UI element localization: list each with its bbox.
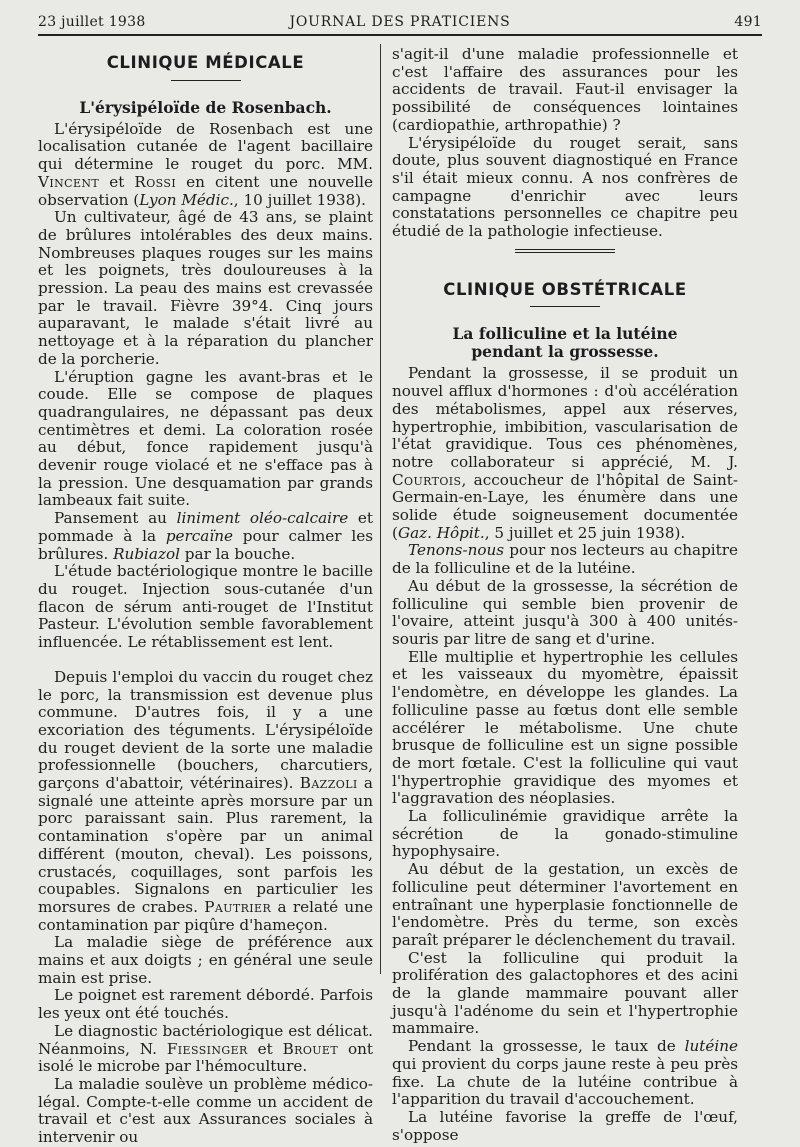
paragraph: L'éruption gagne les avant-bras et le coude. Elle se compose de plaques quadrangulaires, ne dépassant pas deux centimètres et demi. La coloration rosée au début, fonce rapidement jusqu'à devenir rouge violacé et ne s'efface pas à la pression. Une desquamation par grands lambeaux fait suite. (38, 367, 373, 510)
journal-reference: Lyon Médic. (139, 190, 234, 209)
paragraph: Le diagnostic bactériologique est délicat. Néanmoins, N. Fiessinger et Brouet ont isolé le microbe par l'hémoculture. (38, 1021, 374, 1076)
journal-reference: Gaz. Hôpit. (397, 523, 485, 542)
column-divider (380, 44, 381, 974)
author-name: Brouet (282, 1039, 339, 1058)
section-title-clinique-medicale: CLINIQUE MÉDICALE (106, 53, 305, 72)
header-journal-title: JOURNAL DES PRATICIENS (289, 14, 511, 30)
paragraph: L'érysipéloïde du rouget serait, sans doute, plus souvent diagnostiqué en France s'il était mieux connu. A nos confrères de campagne d'enrichir avec leurs constatations personnelles ce chapitre peu étudié de la pathologie infectieuse. (392, 133, 738, 241)
paragraph: L'érysipéloïde de Rosenbach est une localisation cutanée de l'agent bacillaire qui détermine le rouget du porc. MM. Vincent et Rossi en citent une nouvelle observation (Lyon Médic., 10 juillet 1938). (38, 119, 373, 209)
paragraph: La lutéine favorise la greffe de l'œuf, s'oppose (392, 1107, 738, 1144)
paragraph: Pansement au liniment oléo-calcaire et pommade à la percaïne pour calmer les brûlures. Rubiazol par la bouche. (38, 509, 373, 563)
paragraph: Au début de la grossesse, la sécrétion de folliculine qui semble bien provenir de l'ovaire, atteint jusqu'à 300 à 400 unités-souris par litre de sang et d'urine. (392, 576, 738, 648)
paragraph: Tenons-nous pour nos lecteurs au chapitre de la folliculine et de la lutéine. (392, 541, 738, 578)
section-separator (515, 249, 615, 253)
author-name: Vincent (38, 172, 100, 191)
paragraph: C'est la folliculine qui produit la prolifération des galactophores et des acini de la glande mammaire pouvant aller jusqu'à l'adénome du sein et l'hypertrophie mammaire. (392, 948, 738, 1038)
paragraph: s'agit-il d'une maladie professionnelle et c'est l'affaire des assurances pour les accidents de travail. Faut-il envisager la possibilité de conséquences lointaines (cardiopathie, arthropathie) ? (392, 45, 738, 134)
paragraph: La maladie siège de préférence aux mains et aux doigts ; en général une seule main est prise. (38, 933, 373, 987)
article-title-erysipeloide: L'érysipéloïde de Rosenbach. (79, 97, 332, 117)
author-name: Rossi (134, 172, 177, 191)
paragraph-gap (38, 652, 373, 669)
paragraph: Pendant la grossesse, il se produit un nouvel afflux d'hormones : d'où accélération des métabolismes, appel aux réserves, hypertrophie, imbibition, vascularisation de l'état gravidique. Tous ces phénomènes, notre collaborateur si apprécié, M. J. Courtois, accoucheur de l'hôpital de Saint-Germain-en-Laye, les énumère dans une solide étude soigneusement documentée (Gaz. Hôpit., 5 juillet et 25 juin 1938). (392, 364, 738, 542)
author-name: Fiessinger (166, 1039, 248, 1058)
header-page-number: 491 (734, 14, 762, 30)
paragraph: La folliculinémie gravidique arrête la sécrétion de la gonado-stimuline hypophysaire. (392, 807, 738, 861)
left-column (38, 46, 373, 1147)
section-title-clinique-obstetricale: CLINIQUE OBSTÉTRICALE (443, 279, 687, 299)
right-column (392, 46, 738, 1144)
paragraph: Au début de la gestation, un excès de folliculine peut déterminer l'avortement en entraînant une hyperplasie fonctionnelle de l'endomètre. Près du terme, son excès paraît préparer le déclenchement du travail. (392, 860, 738, 949)
author-name: Courtois (392, 470, 462, 489)
header-rule (38, 34, 762, 36)
section-rule (530, 306, 600, 307)
author-name: Pautrier (204, 897, 272, 916)
paragraph: L'étude bactériologique montre le bacille du rouget. Injection sous-cutanée d'un flacon de sérum anti-rouget de l'Institut Pasteur. L'évolution semble favorablement influencée. Le rétablissement est lent. (38, 562, 373, 652)
paragraph: Pendant la grossesse, le taux de lutéine qui provient du corps jaune reste à peu près fixe. La chute de la lutéine contribue à l'apparition du travail d'accouchement. (392, 1037, 738, 1109)
paragraph: Depuis l'emploi du vaccin du rouget chez le porc, la transmission est devenue plus commune. D'autres fois, il y a une excoriation des téguments. L'érysipéloïde du rouget devient de la sorte une maladie professionnelle (bouchers, charcutiers, garçons d'abattoir, vétérinaires). Bazzoli a signalé une atteinte après morsure par un porc paraissant sain. Plus rarement, la contamination s'opère par un animal différent (mouton, cheval). Les poissons, crustacés, coquillages, sont parfois les coupables. Signalons en particulier les morsures de crabes. Pautrier a relaté une contamination par piqûre d'hameçon. (38, 667, 373, 934)
running-header (38, 14, 762, 36)
paragraph: Un cultivateur, âgé de 43 ans, se plaint de brûlures intolérables des deux mains. Nombreuses plaques rouges sur les mains et les poignets, très douloureuses à la pression. La peau des mains est crevassée par le travail. Fièvre 39°4. Cinq jours auparavant, le malade s'était livré au nettoyage et à la réparation du plancher de la porcherie. (38, 208, 373, 368)
article-title-folliculine: La folliculine et la lutéine pendant la grossesse. (452, 324, 678, 362)
author-name: Bazzoli (299, 774, 358, 793)
paragraph: Le poignet est rarement débordé. Parfois les yeux ont été touchés. (38, 986, 373, 1023)
paragraph: Elle multiplie et hypertrophie les cellules et les vaisseaux du myomètre, épaissit l'endomètre, en développe les glandes. La folliculine passe au fœtus dont elle semble accélérer le métabolisme. Une chute brusque de folliculine est un signe possible de mort fœtale. C'est la folliculine qui vaut l'hypertrophie gravidique des myomes et l'aggravation des néoplasies. (392, 647, 738, 808)
header-date: 23 juillet 1938 (38, 14, 146, 30)
section-rule (171, 80, 241, 81)
paragraph: La maladie soulève un problème médico-légal. Compte-t-elle comme un accident de travail et c'est aux Assurances sociales à intervenir ou (38, 1074, 373, 1147)
